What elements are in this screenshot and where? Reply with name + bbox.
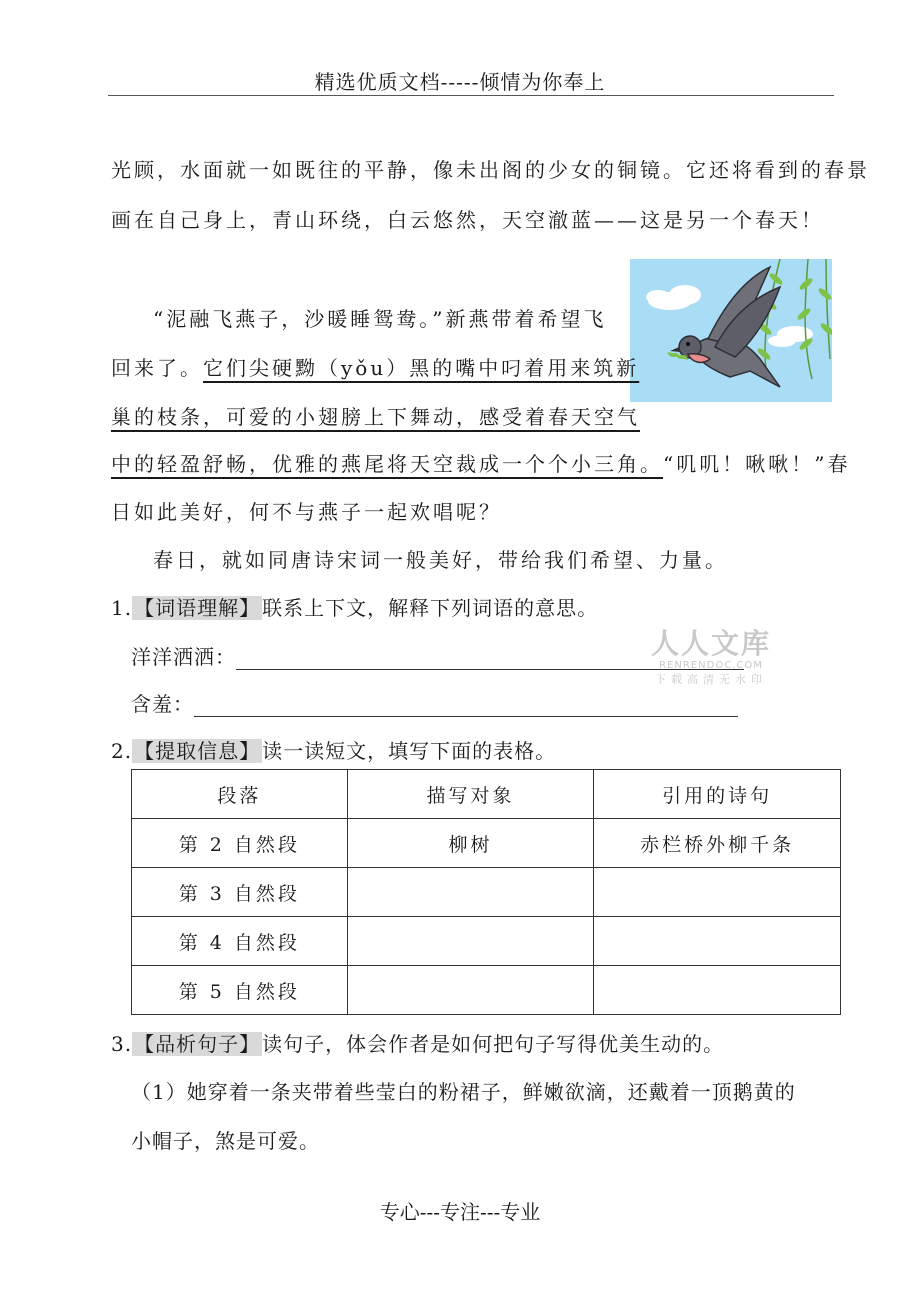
- watermark-big: 人人文库: [650, 627, 771, 660]
- para2-line4-underlined: 中的轻盈舒畅，优雅的燕尾将天空裁成一个个小三角。: [111, 452, 663, 476]
- q1-word2-blank[interactable]: [194, 696, 738, 717]
- table-cell[interactable]: [347, 868, 594, 917]
- q2-prompt: 读一读短文，填写下面的表格。: [262, 739, 557, 763]
- para2-line4: [111, 448, 850, 477]
- para2-line1: “泥融飞燕子，沙暖睡鸳鸯。”新燕带着希望飞: [153, 307, 607, 331]
- table-cell: 第 4 自然段: [132, 917, 348, 966]
- table-row: [132, 819, 841, 868]
- table-cell[interactable]: [594, 868, 841, 917]
- para2-line2-underlined: 它们尖硬黝（yǒu）黑的嘴中叼着用来筑新: [203, 356, 640, 380]
- watermark-tiny: 下载高清无水印: [655, 673, 767, 686]
- table-header-row: [132, 770, 841, 819]
- q3-tag: 【品析句子】: [134, 1032, 261, 1056]
- swallow-illustration-icon: [630, 259, 832, 402]
- para3: 春日，就如同唐诗宋词一般美好，带给我们希望、力量。: [153, 548, 728, 572]
- para2-line5: 日如此美好，何不与燕子一起欢唱呢？: [111, 500, 502, 524]
- para2-line4-plain: “叽叽！啾啾！”春: [663, 452, 851, 476]
- page-footer: 专心---专注---专业: [379, 1200, 541, 1224]
- table-header-cell: 段落: [132, 770, 348, 819]
- para2-line3: 巢的枝条，可爱的小翅膀上下舞动，感受着春天空气: [111, 405, 640, 429]
- header-divider: [108, 95, 834, 96]
- q1-word2-label: 含羞：: [131, 692, 194, 716]
- table-row: [132, 966, 841, 1015]
- q1-word2-row: [131, 688, 738, 717]
- para2-line2: [111, 352, 639, 381]
- para2-line2-plain: 回来了。: [111, 356, 203, 380]
- q3-item1-line2: 小帽子，煞是可爱。: [131, 1129, 320, 1153]
- q2-tag: 【提取信息】: [134, 739, 261, 763]
- table-cell[interactable]: [347, 917, 594, 966]
- q1-prompt: 联系上下文，解释下列词语的意思。: [262, 596, 599, 620]
- q3-item1-line1: （1）她穿着一条夹带着些莹白的粉裙子，鲜嫩欲滴，还戴着一顶鹅黄的: [131, 1080, 796, 1104]
- q1-tag: 【词语理解】: [134, 596, 261, 620]
- q2-number: 2.: [111, 739, 133, 763]
- watermark: [646, 622, 776, 687]
- watermark-small: RENRENDOC.COM: [659, 660, 763, 671]
- table-header-cell: 引用的诗句: [594, 770, 841, 819]
- q2-heading: [111, 735, 556, 764]
- q3-prompt: 读句子，体会作者是如何把句子写得优美生动的。: [262, 1032, 725, 1056]
- table-cell: 第 5 自然段: [132, 966, 348, 1015]
- q1-number: 1.: [111, 596, 133, 620]
- table-cell[interactable]: [347, 966, 594, 1015]
- info-table: [131, 769, 841, 1015]
- q1-word1-label: 洋洋洒洒：: [131, 645, 236, 669]
- table-row: [132, 917, 841, 966]
- q3-heading: [111, 1028, 724, 1057]
- table-cell: 赤栏桥外柳千条: [594, 819, 841, 868]
- q1-heading: [111, 592, 598, 621]
- table-cell: 第 2 自然段: [132, 819, 348, 868]
- table-cell[interactable]: [594, 966, 841, 1015]
- table-cell: 柳树: [347, 819, 594, 868]
- para1-line1: 光顾，水面就一如既往的平静，像未出阁的少女的铜镜。它还将看到的春景: [111, 158, 870, 182]
- page-header-title: 精选优质文档-----倾情为你奉上: [314, 70, 606, 94]
- table-row: [132, 868, 841, 917]
- table-cell[interactable]: [594, 917, 841, 966]
- table-header-cell: 描写对象: [347, 770, 594, 819]
- q3-number: 3.: [111, 1032, 133, 1056]
- table-cell: 第 3 自然段: [132, 868, 348, 917]
- para1-line2: 画在自己身上，青山环绕，白云悠然，天空澈蓝——这是另一个春天！: [111, 208, 824, 232]
